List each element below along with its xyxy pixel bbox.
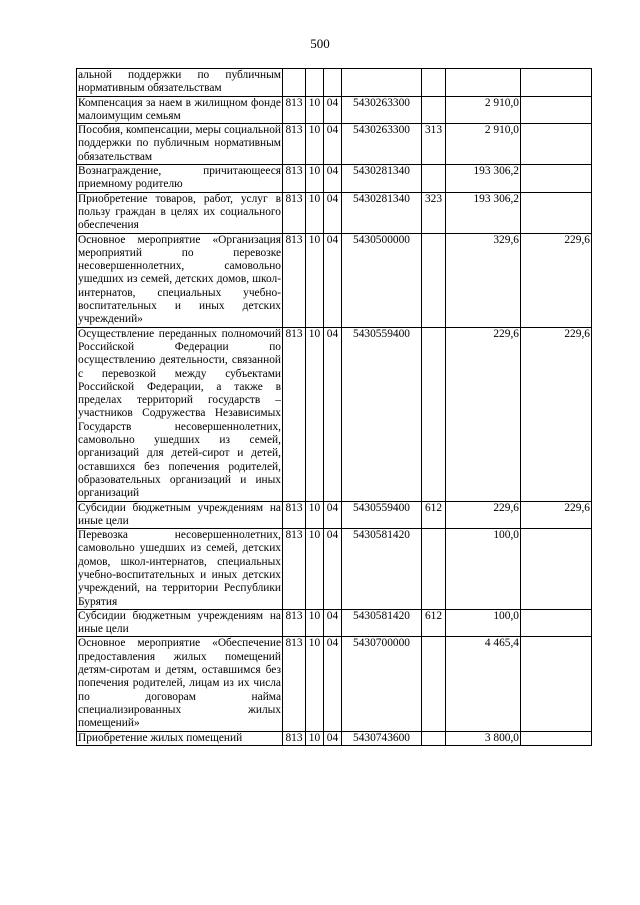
amount: 329,6 [446, 233, 521, 327]
ministry-code: 813 [283, 233, 306, 327]
subsection-code [324, 69, 342, 97]
subsection-code: 04 [324, 609, 342, 637]
row-name: Основное мероприятие «Организация мероприятий по перевозке несовершеннолетних, самовольно ушедших из семей, детских домов, школ-интернатов, специальных учебно-воспитательных и иных детских учреждений» [78, 233, 281, 326]
ministry-code: 813 [283, 327, 306, 501]
table-row [77, 124, 592, 165]
expense-type-code [422, 233, 446, 327]
row-name: Осуществление переданных полномочий Российской Федерации по осуществлению деятельности, связанной с перевозкой между субъектами Российской Федерации, а также в пределах территорий государств – участников Содружества Независимых Государств несовершеннолетних, самовольно ушедших из семей, организаций для детей-сирот и детей, оставшихся без попечения родителей, образовательных организаций и иных организаций [78, 327, 281, 500]
subsection-code: 04 [324, 731, 342, 745]
table-row [77, 637, 592, 731]
amount: 2 910,0 [446, 124, 521, 165]
section-code: 10 [306, 731, 324, 745]
subvention-amount [521, 192, 592, 233]
amount: 229,6 [446, 501, 521, 529]
ministry-code: 813 [283, 96, 306, 124]
ministry-code: 813 [283, 124, 306, 165]
row-name: Компенсация за наем в жилищном фонде малоимущим семьям [78, 96, 281, 122]
section-code: 10 [306, 637, 324, 731]
subsection-code: 04 [324, 96, 342, 124]
target-article-code: 5430263300 [342, 124, 422, 165]
row-name: альной поддержки по публичным нормативным обязательствам [78, 69, 281, 95]
section-code: 10 [306, 233, 324, 327]
ministry-code [283, 69, 306, 97]
table-row [77, 609, 592, 637]
amount: 3 800,0 [446, 731, 521, 745]
expense-type-code: 612 [422, 609, 446, 637]
table-row [77, 731, 592, 745]
expense-type-code [422, 637, 446, 731]
table-row [77, 233, 592, 327]
table-row [77, 529, 592, 610]
expense-type-code [422, 165, 446, 193]
subvention-amount: 229,6 [521, 327, 592, 501]
subvention-amount [521, 124, 592, 165]
section-code: 10 [306, 609, 324, 637]
page-number: 500 [310, 36, 330, 51]
ministry-code: 813 [283, 529, 306, 610]
target-article-code: 5430281340 [342, 192, 422, 233]
target-article-code: 5430559400 [342, 327, 422, 501]
subsection-code: 04 [324, 233, 342, 327]
subsection-code: 04 [324, 192, 342, 233]
subsection-code: 04 [324, 637, 342, 731]
amount: 100,0 [446, 529, 521, 610]
ministry-code: 813 [283, 637, 306, 731]
subvention-amount: 229,6 [521, 501, 592, 529]
section-code: 10 [306, 327, 324, 501]
section-code: 10 [306, 529, 324, 610]
row-name: Пособия, компенсации, меры социальной поддержки по публичным нормативным обязательствам [78, 124, 281, 163]
table-row [77, 501, 592, 529]
ministry-code: 813 [283, 165, 306, 193]
ministry-code: 813 [283, 609, 306, 637]
subsection-code: 04 [324, 529, 342, 610]
subvention-amount [521, 69, 592, 97]
amount: 193 306,2 [446, 165, 521, 193]
target-article-code: 5430581420 [342, 609, 422, 637]
amount: 100,0 [446, 609, 521, 637]
section-code: 10 [306, 165, 324, 193]
table-row [77, 327, 592, 501]
target-article-code: 5430581420 [342, 529, 422, 610]
table-row [77, 69, 592, 97]
target-article-code: 5430743600 [342, 731, 422, 745]
amount: 4 465,4 [446, 637, 521, 731]
ministry-code: 813 [283, 501, 306, 529]
section-code: 10 [306, 124, 324, 165]
subvention-amount [521, 96, 592, 124]
target-article-code [342, 69, 422, 97]
target-article-code: 5430559400 [342, 501, 422, 529]
row-name: Субсидии бюджетным учреждениям на иные цели [78, 501, 281, 527]
row-name: Субсидии бюджетным учреждениям на иные цели [78, 609, 281, 636]
table-row [77, 165, 592, 193]
section-code: 10 [306, 96, 324, 124]
expense-type-code: 323 [422, 192, 446, 233]
target-article-code: 5430500000 [342, 233, 422, 327]
target-article-code: 5430700000 [342, 637, 422, 731]
section-code: 10 [306, 501, 324, 529]
row-name: Приобретение жилых помещений [77, 731, 283, 745]
amount: 193 306,2 [446, 192, 521, 233]
amount [446, 69, 521, 97]
table-row [77, 96, 592, 124]
expense-type-code: 313 [422, 124, 446, 165]
subsection-code: 04 [324, 501, 342, 529]
row-name: Вознаграждение, причитающееся приемному родителю [78, 165, 281, 191]
expense-type-code [422, 529, 446, 610]
amount: 229,6 [446, 327, 521, 501]
subsection-code: 04 [324, 327, 342, 501]
expense-type-code: 612 [422, 501, 446, 529]
expense-type-code [422, 327, 446, 501]
row-name: Перевозка несовершеннолетних, самовольно ушедших из семей, детских домов, школ-интернатов, специальных учебно-воспитательных и иных детских учреждений, на территории Республики Бурятия [78, 529, 281, 608]
subvention-amount [521, 637, 592, 731]
ministry-code: 813 [283, 731, 306, 745]
expense-type-code [422, 69, 446, 97]
row-name: Основное мероприятие «Обеспечение предоставления жилых помещений детям-сиротам и детям, оставшимся без попечения родителей, лицам из их числа по договорам найма специализированных жилых помещений» [78, 637, 281, 730]
expense-type-code [422, 96, 446, 124]
subvention-amount [521, 529, 592, 610]
subvention-amount [521, 731, 592, 745]
subsection-code: 04 [324, 165, 342, 193]
subvention-amount [521, 165, 592, 193]
budget-table [76, 68, 592, 746]
row-name: Приобретение товаров, работ, услуг в пользу граждан в целях их социального обеспечения [78, 192, 281, 232]
subvention-amount [521, 609, 592, 637]
target-article-code: 5430281340 [342, 165, 422, 193]
subvention-amount: 229,6 [521, 233, 592, 327]
subsection-code: 04 [324, 124, 342, 165]
expense-type-code [422, 731, 446, 745]
ministry-code: 813 [283, 192, 306, 233]
target-article-code: 5430263300 [342, 96, 422, 124]
table-row [77, 192, 592, 233]
amount: 2 910,0 [446, 96, 521, 124]
section-code: 10 [306, 192, 324, 233]
section-code [306, 69, 324, 97]
